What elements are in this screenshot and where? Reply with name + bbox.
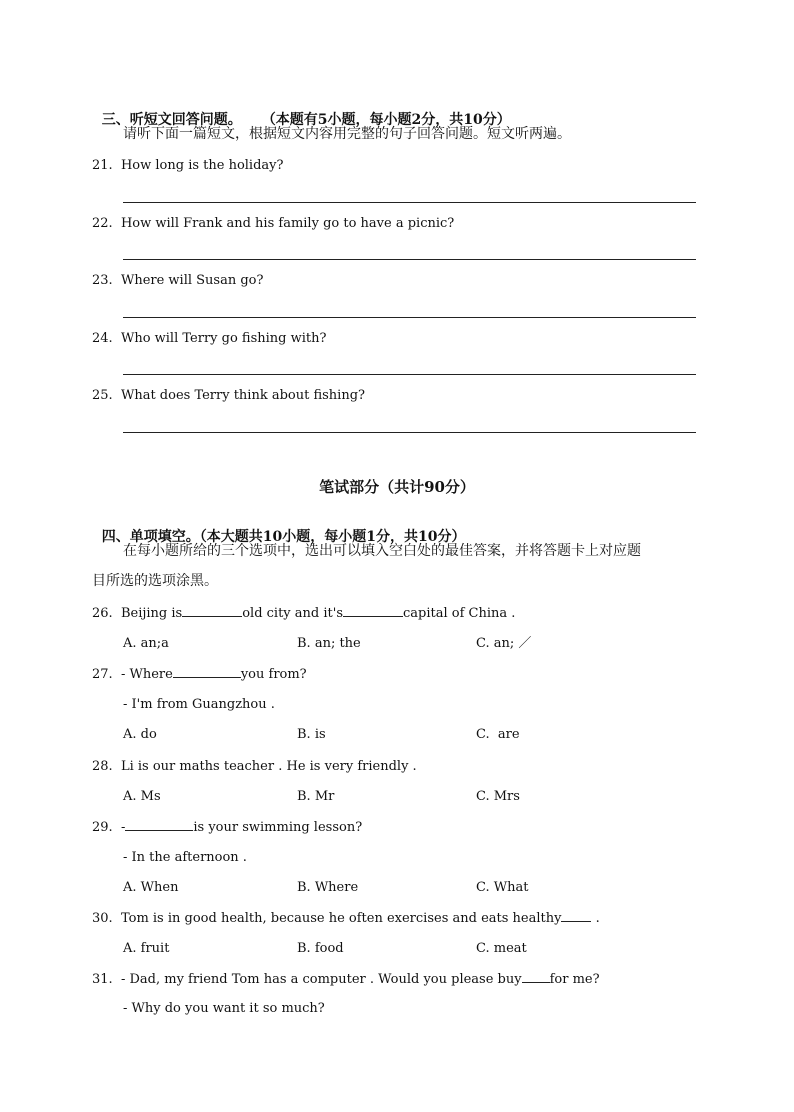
answer-line-22[interactable] xyxy=(123,259,696,260)
question-24: 24. Who will Terry go fishing with? xyxy=(92,331,327,346)
answer-line-21[interactable] xyxy=(123,202,696,203)
question-27-reply: - I'm from Guangzhou . xyxy=(123,697,275,712)
question-30: 30. Tom is in good health, because he often exercises and eats healthy . xyxy=(92,911,600,926)
section3-heading xyxy=(92,96,511,128)
option-30c[interactable]: C. meat xyxy=(476,941,527,956)
question-26: 26. Beijing is old city and it's capital of China . xyxy=(92,606,516,621)
section4-heading xyxy=(92,513,465,545)
option-26b[interactable]: B. an; the xyxy=(297,636,361,651)
written-part-title: 笔试部分（共计90分） xyxy=(319,478,475,496)
option-30b[interactable]: B. food xyxy=(297,941,344,956)
option-30a[interactable]: A. fruit xyxy=(123,941,170,956)
section4-instruction-line2: 目所选的选项涂黑。 xyxy=(92,573,218,589)
section4-title: 四、单项填空。 xyxy=(101,529,200,545)
section4-note: （本大题共10小题，每小题1分，共10分） xyxy=(199,529,466,545)
blank-26a[interactable] xyxy=(182,605,242,617)
section3-title: 三、听短文回答问题。 xyxy=(101,112,242,128)
question-22: 22. How will Frank and his family go to have a picnic? xyxy=(92,216,455,231)
option-28a[interactable]: A. Ms xyxy=(123,789,161,804)
answer-line-24[interactable] xyxy=(123,374,696,375)
question-31: 31. - Dad, my friend Tom has a computer . Would you please buy for me? xyxy=(92,972,600,987)
section3-instruction: 请听下面一篇短文，根据短文内容用完整的句子回答问题。短文听两遍。 xyxy=(123,126,571,142)
question-29: 29. - is your swimming lesson? xyxy=(92,820,363,835)
option-27a[interactable]: A. do xyxy=(123,727,157,742)
option-26a[interactable]: A. an;a xyxy=(123,636,169,651)
blank-30[interactable] xyxy=(561,910,591,922)
option-28c[interactable]: C. Mrs xyxy=(476,789,520,804)
option-29b[interactable]: B. Where xyxy=(297,880,359,895)
question-28: 28. Li is our maths teacher . He is very friendly . xyxy=(92,759,417,774)
section3-note: （本题有5小题，每小题2分，共10分） xyxy=(261,112,511,128)
option-28b[interactable]: B. Mr xyxy=(297,789,335,804)
question-27: 27. - Where you from? xyxy=(92,667,307,682)
option-27b[interactable]: B. is xyxy=(297,727,326,742)
question-25: 25. What does Terry think about fishing? xyxy=(92,388,366,403)
blank-26b[interactable] xyxy=(343,605,403,617)
question-21: 21. How long is the holiday? xyxy=(92,158,284,173)
question-23: 23. Where will Susan go? xyxy=(92,273,264,288)
option-26c[interactable]: C. an; ／ xyxy=(476,636,532,651)
option-29a[interactable]: A. When xyxy=(123,880,179,895)
answer-line-23[interactable] xyxy=(123,317,696,318)
option-29c[interactable]: C. What xyxy=(476,880,529,895)
option-27c[interactable]: C. are xyxy=(476,727,520,742)
blank-29[interactable] xyxy=(125,819,193,831)
blank-27[interactable] xyxy=(173,666,241,678)
answer-line-25[interactable] xyxy=(123,432,696,433)
question-31-reply: - Why do you want it so much? xyxy=(123,1001,325,1016)
section4-instruction-line1: 在每小题所给的三个选项中，选出可以填入空白处的最佳答案，并将答题卡上对应题 xyxy=(123,543,641,559)
blank-31[interactable] xyxy=(522,971,550,983)
question-29-reply: - In the afternoon . xyxy=(123,850,247,865)
